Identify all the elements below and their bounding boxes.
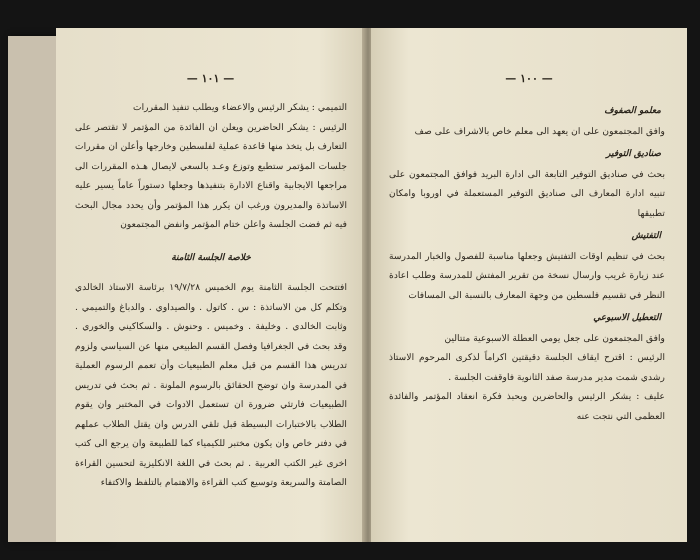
left-page-text: [75, 98, 347, 493]
right-heading-3: التفتيش: [631, 231, 661, 241]
right-page: [371, 28, 687, 542]
right-paragraph-1: وافق المجتمعون على ان يعهد الى معلم خاص بالاشراف على صف: [414, 125, 665, 137]
right-heading-1: معلمو الصفوف: [604, 106, 661, 116]
right-page-number: — ١٠٠ —: [505, 72, 553, 85]
right-heading-2: صناديق التوفير: [606, 149, 661, 159]
right-paragraph-4: وافق المجتمعون على جعل يومي العطلة الاسبوعية متتالين: [444, 332, 665, 344]
left-paragraph-1: التميمي : يشكر الرئيس والاعضاء ويطلب تنفيذ المقررات: [132, 102, 347, 113]
right-page-text: [389, 98, 665, 426]
left-paragraph-3: افتتحت الجلسة الثامنة يوم الخميس ١٩/٧/٢٨ برئاسة الاستاذ الخالدي وتكلم كل من الاساتذة : س . كاتول . والصيداوي . والدباغ والتميمي . وثابت الخالدي . وخليفة . وخميس . وحنوش . والسكاكيني والخوري . وقد بحث في الجغرافيا وفصل القسم الطبيعي منها عن السياسي ولزوم تدريس هذا القسم من قبل معلم الطبيعيات وأن تعمم الرسوم العملية في المدرسة وان توضح الحقائق بالرسوم الملونة . ثم بحث في تدريس الطبيعيات فارتئي ضرورة ان تستعمل الادوات في المختبر وان يقوم الطلاب بالاختبارات البسيطة قبل تلقي الدرس وان يقتل الطلاب عملهم في دفتر خاص وان يكون مختبر للكيمياء كما للطبيعة وان يرجع الى كتب اخرى غير الكتب العربية . ثم بحث في اللغة الانكليزية لتحسين القراءة الصامتة والسريعة وتوسيع كتب القراءة والاهتمام بالتلفظ والاكتفاء: [75, 282, 347, 488]
left-page: [56, 28, 365, 542]
right-paragraph-3: بحث في تنظيم اوقات التفتيش وجعلها مناسبة للفصول والخبار المدرسة عند زيارة غريب وارسال نسخة من تقرير المفتش للمدرسة وطلب اعادة النظر في تقسيم فلسطين من وجهة المعارف بالنسبة الى المسافات: [389, 250, 665, 301]
right-heading-4: التعطيل الاسبوعي: [593, 313, 661, 323]
right-paragraph-5: الرئيس : اقترح ايقاف الجلسة دقيقتين اكراماً لذكرى المرحوم الاستاذ رشدي شمت مدير مدرسة صفد الثانوية فاوقفت الجلسة .: [389, 352, 665, 383]
left-page-number: — ١٠١ —: [186, 72, 235, 85]
left-section-heading: خلاصة الجلسة الثامنة: [171, 252, 251, 263]
left-paragraph-2: الرئيس : يشكر الحاضرين ويعلن ان الفائدة من المؤتمر لا تقتصر على التعارف بل يتخذ منها قاعدة عملية لفلسطين وخارجها وأعلن ان مقررات جلسات المؤتمر ستطبع وتوزع وعـد بالسعي لايصال هـذه المقررات الى مراجعها الايجابية واقناع الادارة بتنفيذها وجعلها دستوراً عاماً يسير عليه الاساتذة والمديرون ورغب ان يكرر هذا المؤتمر وأن يحدد مجال البحث فيه ثم فضت الجلسة واعلن ختام المؤتمر وانفض المجتمعون: [75, 121, 347, 230]
right-paragraph-6: عليف : يشكر الرئيس والحاضرين ويحبذ فكرة انعقاد المؤتمر والفائدة العظمى التي نتجت عنه: [389, 391, 665, 422]
right-paragraph-2: بحث في صناديق التوفير التابعة الى ادارة البريد فوافق المجتمعون على تنبيه ادارة المعارف الى صناديق التوفير المستعملة في اوروبا وامكان تطبيقها: [389, 168, 665, 219]
